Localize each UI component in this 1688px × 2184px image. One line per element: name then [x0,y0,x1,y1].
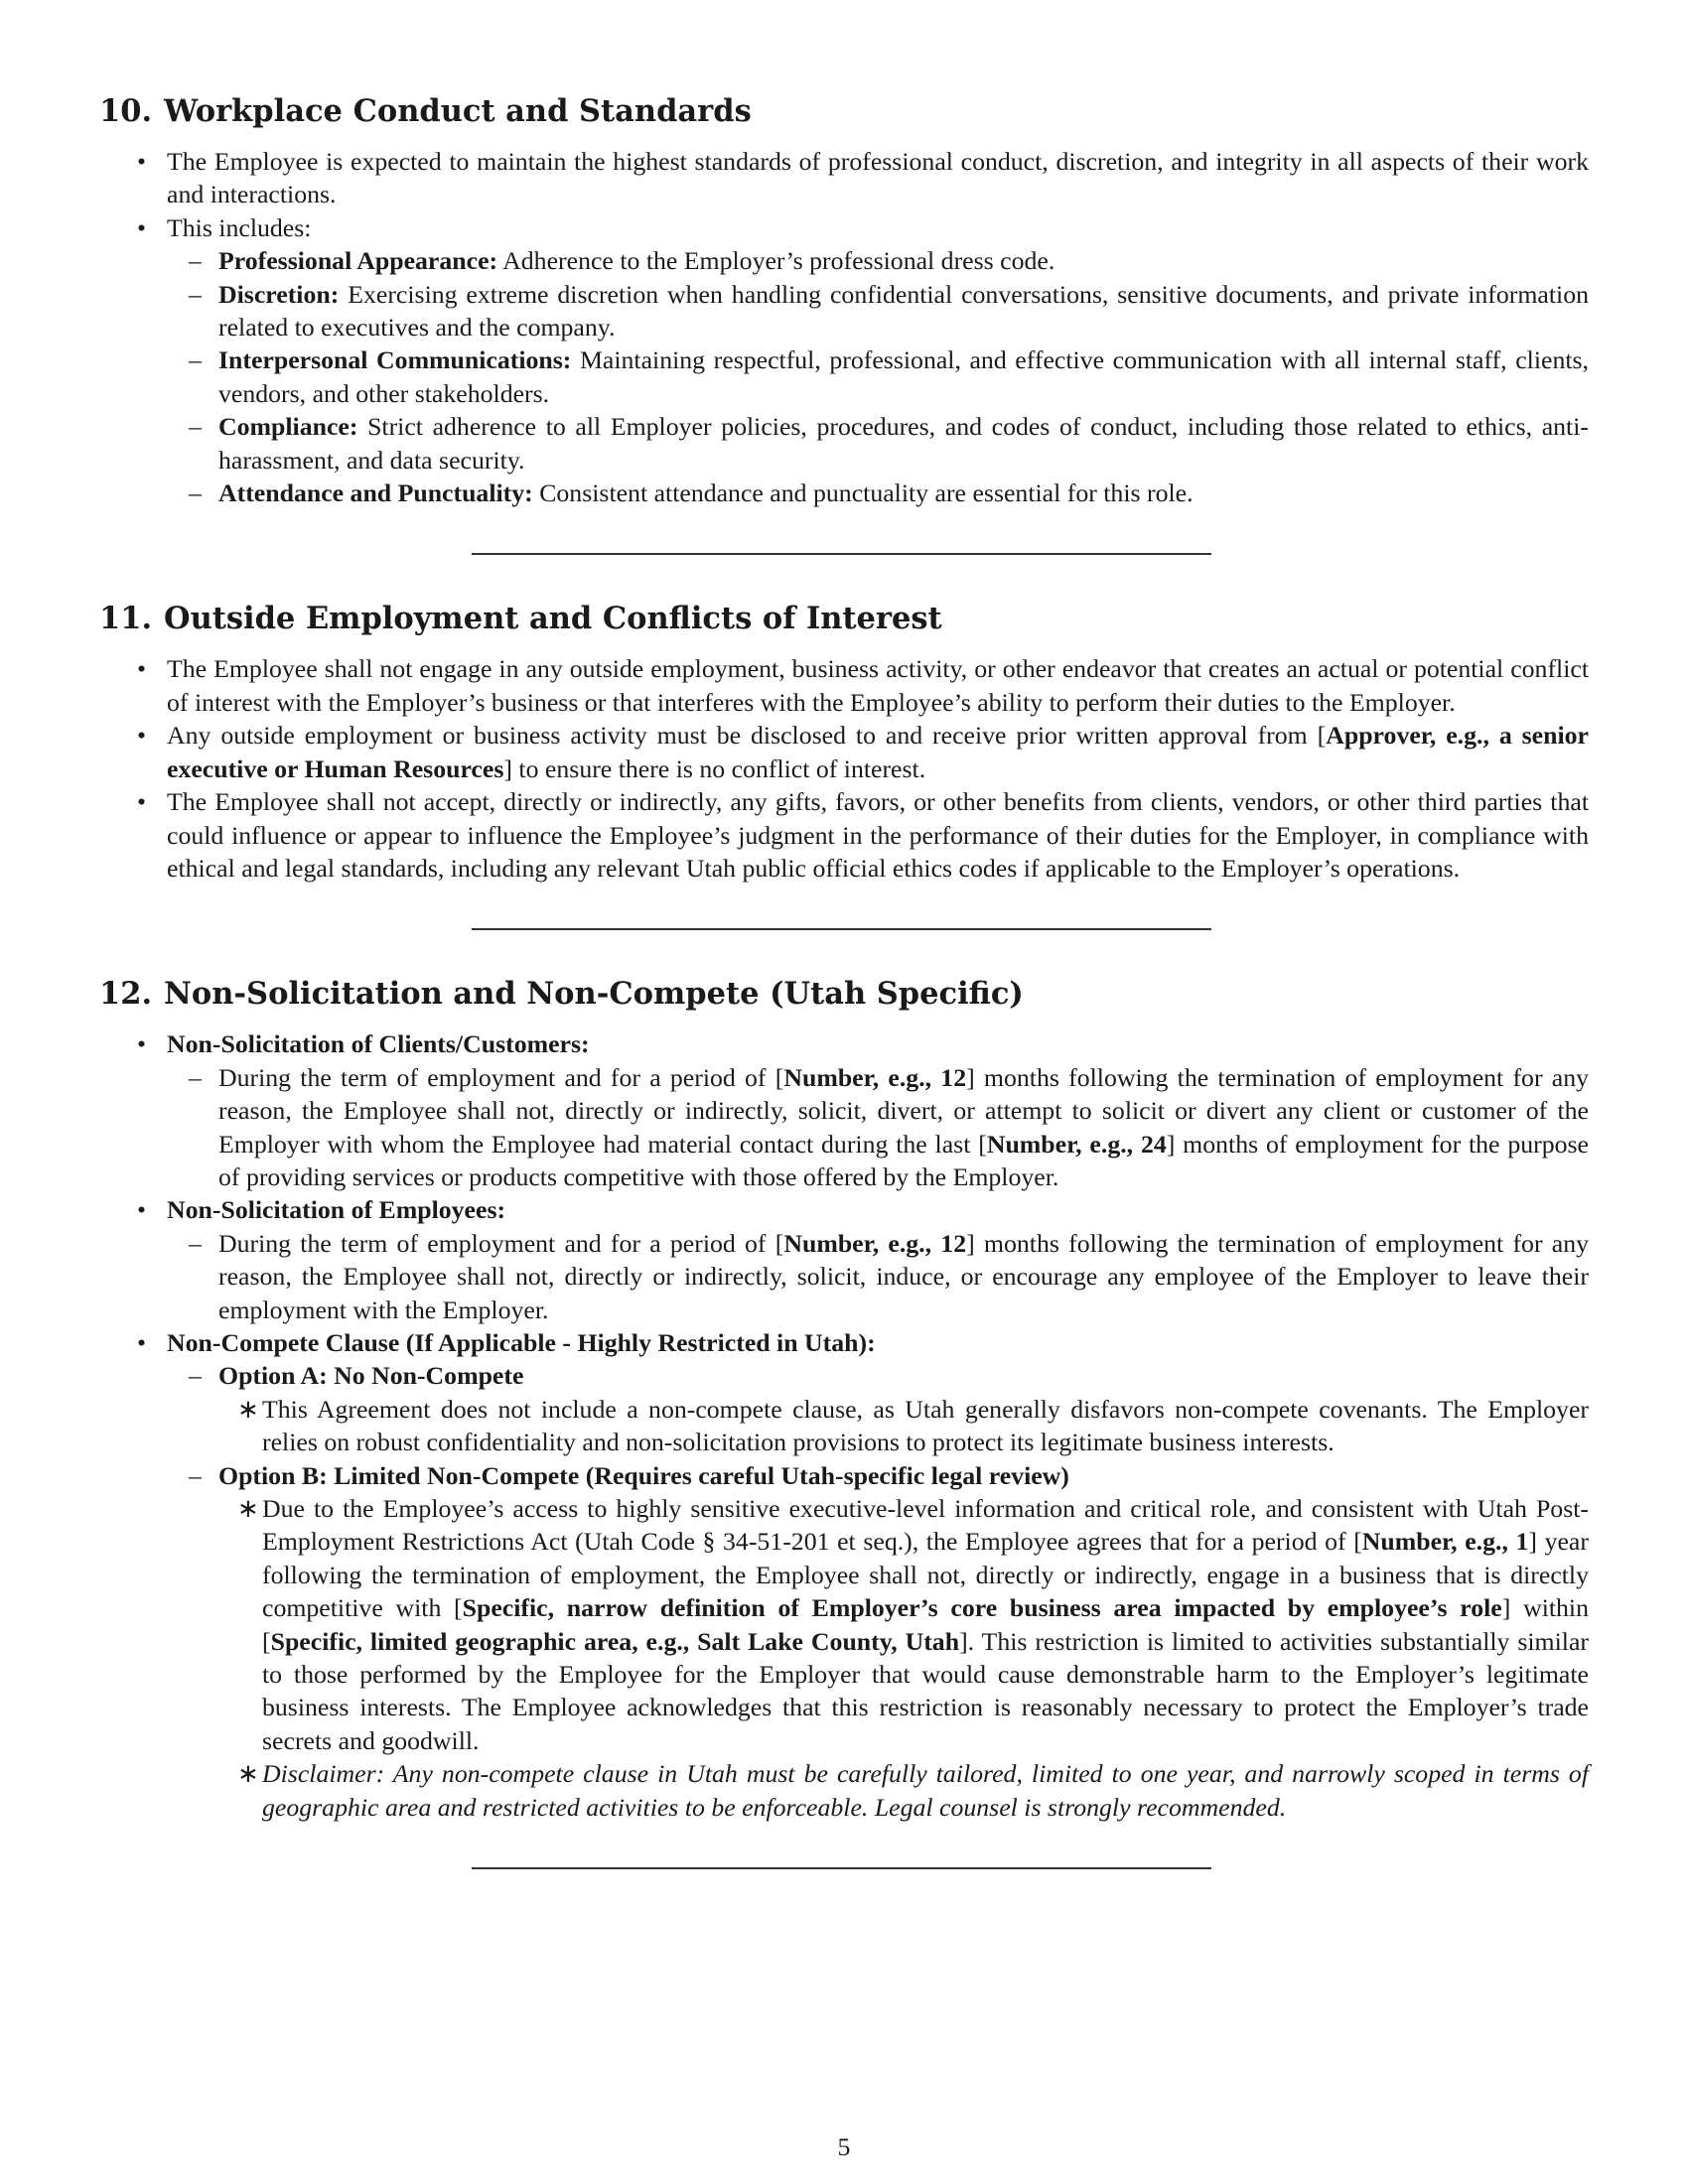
list-item: – Option B: Limited Non-Compete (Requires careful Utah-specific legal review) ∗ Due to the Employee’s access to highly sensitive executive-level information and critical role, and consistent with Utah Post-Employment Restrictions Act (Utah Code § 34-51-201 et seq.), the Employee agrees that for a period of [Number, e.g., 1] year following the termination of employment, the Employee shall not, directly or indirectly, engage in a business that is directly competitive with [Specific, narrow definition of Employer’s core business area impacted by employee’s role] within [Specific, limited geographic area, e.g., Salt Lake County, Utah]. This restriction is limited to activities substantially similar to those performed by the Employee for the Employer that would cause demonstrable harm to the Employer’s legitimate business interests. The Employee acknowledges that this restriction is reasonably necessary to protect the Employer’s trade secrets and goodwill. ∗ Disclaimer: Any non-compete clause in Utah must be carefully tailored, limited to one year, and narrowly scoped in terms of geographic area and restricted activities to be enforceable. Legal counsel is strongly recommended. [159,1459,1589,1824]
section-divider [472,1867,1211,1869]
list-item: ∗ Due to the Employee’s access to highly sensitive executive-level information and critical role, and consistent with Utah Post-Employment Restrictions Act (Utah Code § 34-51-201 et seq.), the Employee agrees that for a period of [Number, e.g., 1] year following the termination of employment, the Employee shall not, directly or indirectly, engage in a business that is directly competitive with [Specific, narrow definition of Employer’s core business area impacted by employee’s role] within [Specific, limited geographic area, e.g., Salt Lake County, Utah]. This restriction is limited to activities substantially similar to those performed by the Employee for the Employer that would cause demonstrable harm to the Employer’s legitimate business interests. The Employee acknowledges that this restriction is reasonably necessary to protect the Employer’s trade secrets and goodwill. [211,1492,1589,1757]
list-item: • This includes: – Professional Appearance: Adherence to the Employer’s professional dress code. – Discretion: Exercising extreme discretion when handling confidential conversations, sensitive documents, and private information related to executives and the company. – Interpersonal Communications: Maintaining respectful, professional, and effective communication with all internal staff, clients, vendors, and other stakeholders. – Compliance: Strict adherence to all Employer policies, procedures, and codes of conduct, including those related to ethics, anti-harassment, and data security. – Attendance and Punctuality: Consistent attendance and punctuality are essential for this role. [99,211,1589,510]
list-item: – During the term of employment and for a period of [Number, e.g., 12] months following the termination of employment for any reason, the Employee shall not, directly or indirectly, solicit, divert, or attempt to solicit or divert any client or customer of the Employer with whom the Employee had material contact during the last [Number, e.g., 24] months of employment for the purpose of providing services or products competitive with those offered by the Employer. [159,1061,1589,1194]
list-item: – Option A: No Non-Compete ∗ This Agreement does not include a non-compete clause, as Utah generally disfavors non-compete covenants. The Employer relies on robust confidentiality and non-solicitation provisions to protect its legitimate business interests. [159,1359,1589,1458]
section-10 [99,91,1589,509]
list-item: • Non-Solicitation of Employees: – During the term of employment and for a period of [Number, e.g., 12] months following the termination of employment for any reason, the Employee shall not, directly or indirectly, solicit, induce, or encourage any employee of the Employer to leave their employment with the Employer. [99,1193,1589,1326]
disclaimer-text: Disclaimer: Any non-compete clause in Utah must be carefully tailored, limited to one year, and narrowly scoped in terms of geographic area and restricted activities to be enforceable. Legal counsel is strongly recommended. [262,1759,1589,1822]
list-item [211,1757,1589,1824]
list-item: – During the term of employment and for a period of [Number, e.g., 12] months following the termination of employment for any reason, the Employee shall not, directly or indirectly, solicit, induce, or encourage any employee of the Employer to leave their employment with the Employer. [159,1227,1589,1326]
document-page [99,91,1589,1913]
section-divider [472,553,1211,555]
list-item: – Compliance: Strict adherence to all Employer policies, procedures, and codes of conduct, including those related to ethics, anti-harassment, and data security. [159,410,1589,477]
section-title: Non-Solicitation and Non-Compete (Utah Specific) [164,976,1024,1013]
section-title: Outside Employment and Conflicts of Interest [164,601,942,637]
list-item: • Non-Compete Clause (If Applicable - Highly Restricted in Utah): – Option A: No Non-Compete ∗ This Agreement does not include a non-compete clause, as Utah generally disfavors non-compete covenants. The Employer relies on robust confidentiality and non-solicitation provisions to protect its legitimate business interests. – Option B: Limited Non-Compete (Requires careful Utah-specific legal review) ∗ Due to the Employee’s access to highly sensitive executive-level information and critical role, and consistent with Utah Post-Employment Restrictions Act (Utah Code § 34-51-201 et seq.), the Employee agrees that for a period of [Number, e.g., 1] year following the termination of employment, the Employee shall not, directly or indirectly, engage in a business that is directly competitive with [Specific, narrow definition of Employer’s core business area impacted by employee’s role] within [Specific, limited geographic area, e.g., Salt Lake County, Utah]. This restriction is limited to activities substantially similar to those performed by the Employee for the Employer that would cause demonstrable harm to the Employer’s legitimate business interests. The Employee acknowledges that this restriction is reasonably necessary to protect the Employer’s trade secrets and goodwill. ∗ Disclaimer: Any non-compete clause in Utah must be carefully tailored, limited to one year, and narrowly scoped in terms of geographic area and restricted activities to be enforceable. Legal counsel is strongly recommended. [99,1326,1589,1824]
list-item: • The Employee is expected to maintain the highest standards of professional conduct, discretion, and integrity in all aspects of their work and interactions. [99,145,1589,211]
page-number: 5 [837,2132,851,2161]
list-item: • The Employee shall not engage in any outside employment, business activity, or other endeavor that creates an actual or potential conflict of interest with the Employer’s business or that interferes with the Employee’s ability to perform their duties to the Employer. [99,652,1589,719]
section-divider [472,928,1211,930]
section-heading: 12. Non-Solicitation and Non-Compete (Utah Specific) [99,976,1024,1013]
list-item: – Interpersonal Communications: Maintaining respectful, professional, and effective communication with all internal staff, clients, vendors, and other stakeholders. [159,343,1589,410]
list-item: • The Employee shall not accept, directly or indirectly, any gifts, favors, or other benefits from clients, vendors, or other third parties that could influence or appear to influence the Employee’s judgment in the performance of their duties for the Employer, in compliance with ethical and legal standards, including any relevant Utah public official ethics codes if applicable to the Employer’s operations. [99,785,1589,885]
list-item: – Discretion: Exercising extreme discretion when handling confidential conversations, sensitive documents, and private information related to executives and the company. [159,278,1589,344]
list-item: – Attendance and Punctuality: Consistent attendance and punctuality are essential for this role. [159,477,1589,509]
section-12 [99,974,1589,1824]
list-item: – Professional Appearance: Adherence to the Employer’s professional dress code. [159,244,1589,277]
section-heading: 10. Workplace Conduct and Standards [99,93,752,129]
section-heading: 11. Outside Employment and Conflicts of Interest [99,601,942,637]
list-item: ∗ This Agreement does not include a non-compete clause, as Utah generally disfavors non-compete covenants. The Employer relies on robust confidentiality and non-solicitation provisions to protect its legitimate business interests. [211,1393,1589,1459]
list-item: • Non-Solicitation of Clients/Customers: – During the term of employment and for a period of [Number, e.g., 12] months following the termination of employment for any reason, the Employee shall not, directly or indirectly, solicit, divert, or attempt to solicit or divert any client or customer of the Employer with whom the Employee had material contact during the last [Number, e.g., 24] months of employment for the purpose of providing services or products competitive with those offered by the Employer. [99,1027,1589,1193]
section-11 [99,599,1589,885]
list-item: • Any outside employment or business activity must be disclosed to and receive prior written approval from [Approver, e.g., a senior executive or Human Resources] to ensure there is no conflict of interest. [99,719,1589,785]
section-title: Workplace Conduct and Standards [164,93,752,129]
